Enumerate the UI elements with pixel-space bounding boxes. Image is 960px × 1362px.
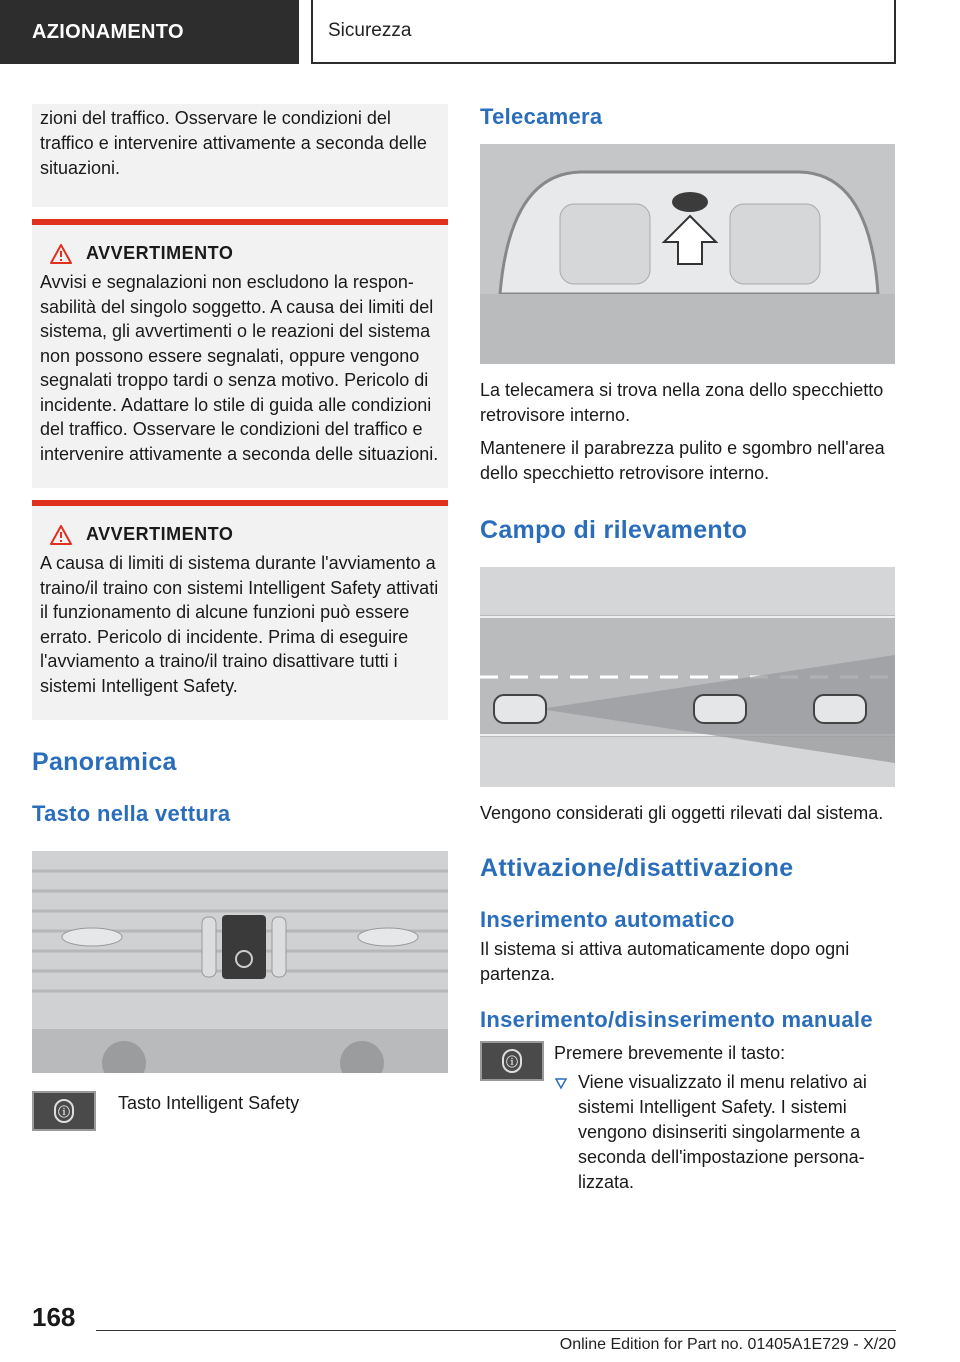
continued-note xyxy=(32,104,448,207)
warning-text-2: A causa di limiti di sistema durante l'avviamento a traino/il traino con sistemi Intelligent Safety attivati il funzionamento di alcune funzioni può essere errato. Pericolo di incidente. Prima di eseguire l'avviamento a traino/il traino disattivare tutti i sistemi Intelligent Safety. xyxy=(40,553,439,696)
bullet-text: Viene visualizzato il menu relativo ai sistemi Intelligent Safety. I sistemi vengono disinseriti singolarmente a seconda dell'impostazione personalizzata. xyxy=(578,1072,867,1192)
section-tab: AZIONAMENTO xyxy=(0,0,299,64)
heading-manuale: Inserimento/disinserimento manuale xyxy=(480,1007,873,1032)
right-column xyxy=(480,100,895,1195)
intelligent-safety-button-icon: ⓘ xyxy=(32,1091,96,1131)
warning-box-1 xyxy=(32,219,448,488)
auto-text: Il sistema si attiva automaticamente dopo ogni partenza. xyxy=(480,939,850,984)
intelligent-safety-button-icon: ⓘ xyxy=(480,1041,544,1081)
warning-text-1: Avvisi e segnalazioni non escludono la responsabilità del singolo soggetto. A causa dei limiti del sistema, gli avvertimenti o le reazioni del sistema non possono essere segnalati, oppure vengono segnalati troppo tardi o senza motivo. Pericolo di incidente. Adattare lo stile di guida alle condizioni del traffico. Osservare le condizioni del traffico e intervenire attivamente a seconda delle situazioni. xyxy=(40,272,439,464)
heading-auto: Inserimento automatico xyxy=(480,907,735,932)
manuale-text: Premere brevemente il tasto: xyxy=(554,1043,786,1063)
heading-campo: Campo di rilevamento xyxy=(480,516,748,544)
page-number: 168 xyxy=(32,1302,76,1332)
detection-field-figure xyxy=(480,567,895,787)
heading-tasto: Tasto nella vettura xyxy=(32,801,231,826)
warning-title-1: AVVERTIMENTO xyxy=(86,243,234,263)
subsection-tab: Sicurezza xyxy=(311,0,896,64)
footer-divider xyxy=(96,1330,896,1331)
warning-title-2: AVVERTIMENTO xyxy=(86,524,234,544)
telecamera-text-2: Mantenere il parabrezza pulito e sgombro nell'area dello specchietto retrovisore interno. xyxy=(480,438,885,483)
heading-telecamera: Telecamera xyxy=(480,104,603,129)
left-column xyxy=(32,104,448,1131)
warning-triangle-icon xyxy=(50,244,72,264)
warning-triangle-icon xyxy=(50,525,72,545)
continued-text: zioni del traffico. Osservare le condizioni del traffico e intervenire attivamente a seconda delle situazioni. xyxy=(40,108,427,178)
footer-edition: Online Edition for Part no. 01405A1E729 - X/20 xyxy=(559,1336,896,1353)
telecamera-text-1: La telecamera si trova nella zona dello specchietto retrovisore interno. xyxy=(480,380,884,425)
heading-attivazione: Attivazione/disattivazione xyxy=(480,854,794,882)
dashboard-button-figure xyxy=(32,851,448,1073)
button-caption: Tasto Intelligent Safety xyxy=(118,1093,300,1113)
triangle-bullet-icon xyxy=(554,1076,568,1090)
heading-panoramica: Panoramica xyxy=(32,748,177,776)
camera-figure xyxy=(480,144,895,364)
campo-text: Vengono considerati gli oggetti rilevati dal sistema. xyxy=(480,803,884,823)
warning-box-2 xyxy=(32,500,448,720)
